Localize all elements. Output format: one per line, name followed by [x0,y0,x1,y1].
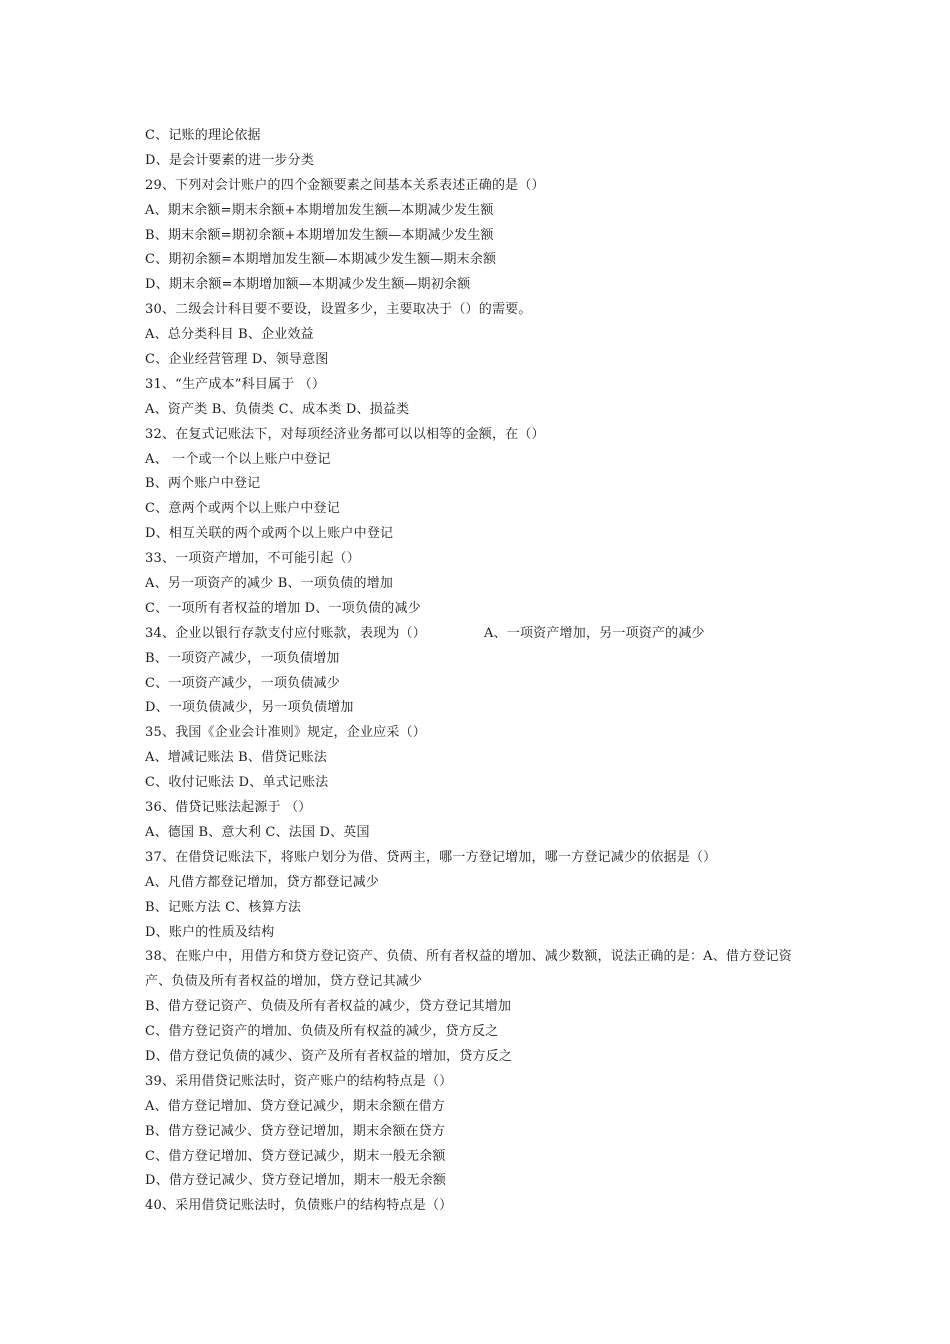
option-line: B、借方登记资产、负债及所有者权益的减少，贷方登记其增加 [145,999,512,1015]
question-39: 39、采用借贷记账法时，资产账户的结构特点是（） [145,1073,453,1089]
question-31: 31、“生产成本”科目属于 （） [145,376,326,392]
question-38: 38、在账户中，用借方和贷方登记资产、负债、所有者权益的增加、减少数额，说法正确的是：A、借方登记资 [145,949,792,965]
option-line: D、借方登记负债的减少、资产及所有者权益的增加，贷方反之 [145,1048,513,1064]
question-29: 29、下列对会计账户的四个金额要素之间基本关系表述正确的是（） [145,177,545,193]
question-34-text: 34、企业以银行存款支付应付账款，表现为（） [145,625,426,641]
question-34-option-a: A、一项资产增加，另一项资产的减少 [483,625,705,641]
option-line: A、增减记账法 B、借贷记账法 [145,750,328,766]
option-line: C、意两个或两个以上账户中登记 [145,501,340,517]
option-line: B、记账方法 C、核算方法 [145,899,302,915]
option-line: D、期末余额=本期增加额—本期减少发生额—期初余额 [145,277,471,293]
option-line: A、期末余额=期末余额+本期增加发生额—本期减少发生额 [145,202,494,218]
option-line: B、期末余额=期初余额+本期增加发生额—本期减少发生额 [145,227,494,243]
option-line: D、相互关联的两个或两个以上账户中登记 [145,526,394,542]
question-40: 40、采用借贷记账法时，负债账户的结构特点是（） [145,1198,453,1214]
question-35: 35、我国《企业会计准则》规定，企业应采（） [145,725,426,741]
option-line: B、借方登记减少、贷方登记增加，期末余额在贷方 [145,1123,446,1139]
option-line: D、账户的性质及结构 [145,924,275,940]
option-line: C、企业经营管理 D、领导意图 [145,352,329,368]
option-line: C、记账的理论依据 [145,128,261,143]
option-line: C、一项所有者权益的增加 D、一项负债的减少 [145,600,421,616]
question-37: 37、在借贷记账法下，将账户划分为借、贷两主，哪一方登记增加，哪一方登记减少的依据是（） [145,849,717,865]
option-line: A、资产类 B、负债类 C、成本类 D、损益类 [145,401,410,417]
option-line: A、借方登记增加、贷方登记减少，期末余额在借方 [145,1098,445,1114]
option-line: A、德国 B、意大利 C、法国 D、英国 [145,824,370,840]
document-body [145,124,815,1219]
question-34 [145,622,815,647]
question-33: 33、一项资产增加，不可能引起（） [145,551,360,567]
option-line: C、借方登记增加、贷方登记减少，期末一般无余额 [145,1148,446,1164]
option-line: C、收付记账法 D、单式记账法 [145,775,329,791]
question-32: 32、在复式记账法下，对每项经济业务都可以以相等的金额，在（） [145,426,545,442]
option-line: C、一项资产减少，一项负债减少 [145,675,340,691]
option-line: A、凡借方都登记增加，贷方都登记减少 [145,874,379,890]
option-line: A、 一个或一个以上账户中登记 [145,451,331,467]
option-line: A、另一项资产的减少 B、一项负债的增加 [145,576,394,592]
option-line: B、一项资产减少，一项负债增加 [145,650,340,666]
option-line: A、总分类科目 B、企业效益 [145,327,314,343]
option-line: C、期初余额=本期增加发生额—本期减少发生额—期末余额 [145,252,497,268]
option-line: C、借方登记资产的增加、负债及所有权益的减少，贷方反之 [145,1024,499,1040]
question-36: 36、借贷记账法起源于 （） [145,800,312,816]
option-line: D、借方登记减少、贷方登记增加，期末一般无余额 [145,1173,447,1189]
question-38-continued: 产、负债及所有者权益的增加，贷方登记其减少 [145,974,423,990]
option-line: D、一项负债减少，另一项负债增加 [145,700,354,716]
option-line: D、是会计要素的进一步分类 [145,152,315,168]
option-line: B、两个账户中登记 [145,476,261,492]
question-30: 30、二级会计科目要不要设，设置多少，主要取决于（）的需要。 [145,302,532,318]
